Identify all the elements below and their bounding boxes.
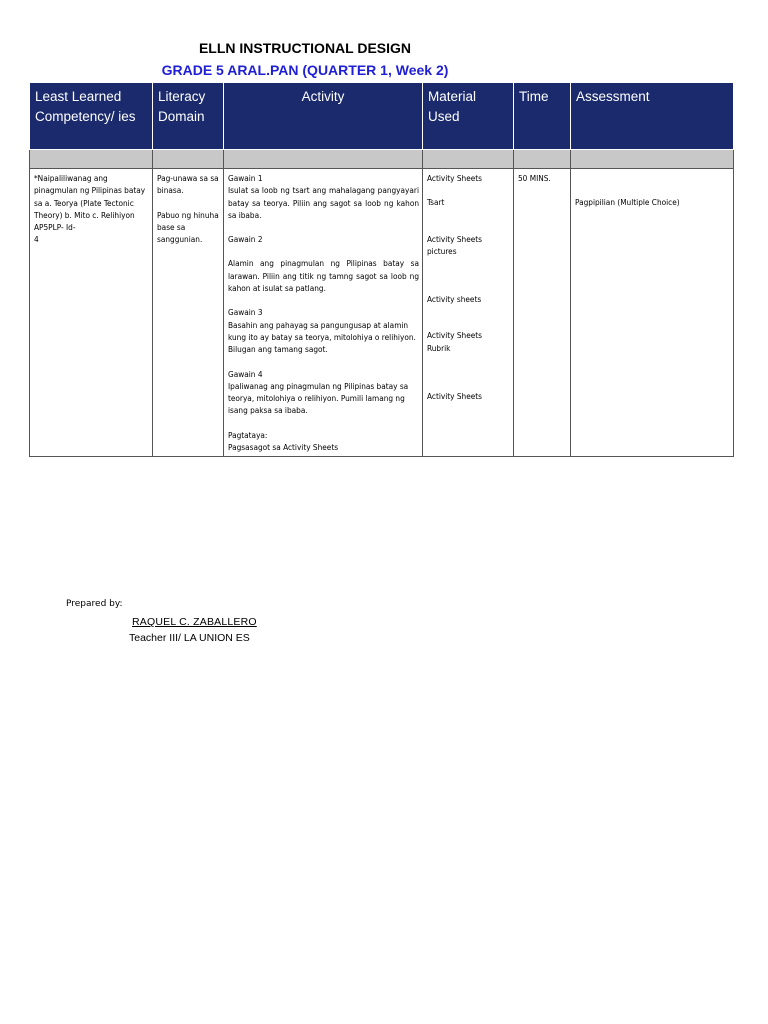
activity-title: Gawain 1 — [228, 173, 263, 183]
activity-title: Gawain 4 — [228, 368, 263, 379]
cell-material — [423, 169, 514, 457]
cell-time — [514, 169, 571, 457]
table-header-row — [30, 83, 734, 150]
activity-text: Alamin ang pinagmulan ng Pilipinas batay sa larawan. Piliin ang titik ng tamng sagot sa loob ng kahon at isulat sa patlang. — [228, 258, 419, 294]
activity-text: Basahin ang pahayag sa pangungusap at alamin kung ito ay batay sa teorya, mitolohiya o relihiyon. Bilugan ang tamang sagot. — [228, 319, 416, 355]
material-item: Activity Sheets — [427, 173, 483, 183]
activity-title: Gawain 2 — [228, 234, 263, 245]
literacy-line: Pabuo ng hinuha base sa sanggunian. — [157, 209, 219, 245]
material-item: pictures — [427, 245, 457, 256]
assessment-value: Pagpipilian (Multiple Choice) — [575, 197, 680, 207]
column-header-competency: Least Learned Competency/ ies — [30, 83, 153, 150]
table-spacer-row — [30, 150, 734, 169]
cell-activity — [224, 169, 423, 457]
material-item: Activity Sheets — [427, 391, 483, 402]
column-header-activity: Activity — [224, 83, 423, 150]
preparer-position: Teacher III/ LA UNION ES — [129, 632, 250, 644]
column-header-material: Material Used — [423, 83, 514, 150]
assessment-title: Pagtataya: — [228, 429, 268, 440]
competency-line: *Naipaliliwanag ang pinagmulan ng Pilipinas batay — [34, 173, 146, 196]
activity-title: Gawain 3 — [228, 307, 263, 318]
prepared-by-label: Prepared by: — [66, 599, 123, 609]
activity-text: Ipaliwanag ang pinagmulan ng Pilipinas batay sa teorya, mitolohiya o relihiyon. Pumili lamang ng isang paksa sa ibaba. — [228, 380, 409, 416]
competency-code: AP5PLP- Id- — [34, 222, 76, 233]
competency-code-suffix: 4 — [34, 234, 39, 245]
column-header-time: Time — [514, 83, 571, 150]
literacy-line: Pag-unawa sa sa binasa. — [157, 173, 219, 196]
material-item: Activity Sheets — [427, 233, 483, 244]
time-value: 50 MINS. — [518, 173, 551, 183]
preparer-name: RAQUEL C. ZABALLERO — [132, 616, 257, 628]
material-item: Rubrik — [427, 342, 451, 353]
document-title: ELLN INSTRUCTIONAL DESIGN — [198, 40, 412, 56]
table-row — [30, 169, 734, 457]
activity-text: Isulat sa loob ng tsart ang mahalagang pangyayari batay sa teorya. Piliin ang sagot sa loob ng kahon sa ibaba. — [228, 185, 419, 220]
column-header-literacy: Literacy Domain — [153, 83, 224, 150]
cell-competency — [30, 169, 153, 457]
material-item: Activity sheets — [427, 294, 482, 305]
material-item: Activity Sheets — [427, 330, 483, 341]
instructional-design-table — [29, 82, 734, 457]
document-subtitle: GRADE 5 ARAL.PAN (QUARTER 1, Week 2) — [161, 62, 449, 78]
column-header-assessment: Assessment — [571, 83, 734, 150]
material-item: Tsart — [427, 197, 445, 208]
assessment-text: Pagsasagot sa Activity Sheets — [228, 442, 339, 453]
cell-literacy — [153, 169, 224, 457]
competency-line: sa a. Teorya (Plate Tectonic Theory) b. Mito c. Relihiyon — [34, 197, 135, 220]
cell-assessment — [571, 169, 734, 457]
